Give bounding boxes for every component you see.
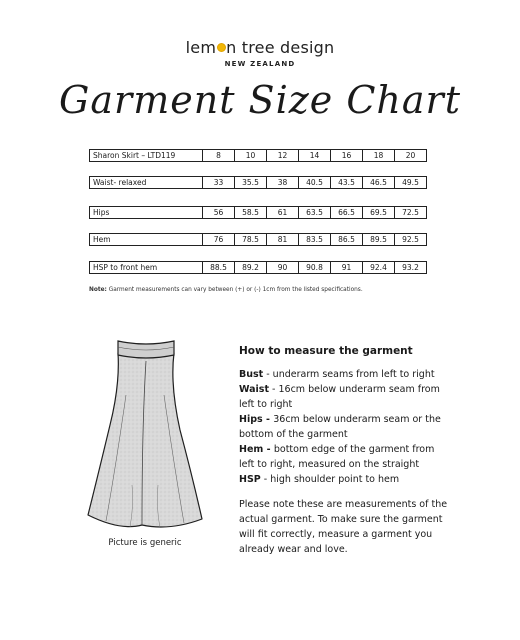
row-label: Hips	[90, 207, 203, 219]
row-label: Hem	[90, 234, 203, 246]
cell-value: 35.5	[235, 177, 267, 189]
table-row	[90, 262, 427, 274]
note-label: Note:	[89, 287, 107, 293]
hsp-table	[89, 261, 427, 274]
page-title: Garment Size Chart	[59, 78, 461, 122]
cell-value: 56	[203, 207, 235, 219]
cell-value: 83.5	[299, 234, 331, 246]
cell-value: 93.2	[395, 262, 427, 274]
measure-desc: 36cm below underarm seam or the bottom of the garment	[239, 414, 441, 440]
cell-value: 72.5	[395, 207, 427, 219]
list-item	[239, 367, 449, 382]
cell-value: 81	[267, 234, 299, 246]
cell-value: 33	[203, 177, 235, 189]
table-row	[90, 234, 427, 246]
brand-name: lem n tree design	[185, 38, 335, 57]
list-item	[239, 442, 449, 472]
row-label: Waist- relaxed	[90, 177, 203, 189]
cell-value: 61	[267, 207, 299, 219]
cell-value: 38	[267, 177, 299, 189]
how-to-measure-section	[239, 345, 449, 557]
illustration-caption: Picture is generic	[108, 538, 182, 548]
cell-value: 66.5	[331, 207, 363, 219]
list-item	[239, 472, 449, 487]
size-header: 18	[363, 150, 395, 162]
cell-value: 90.8	[299, 262, 331, 274]
skirt-illustration	[80, 335, 210, 540]
cell-value: 43.5	[331, 177, 363, 189]
measure-term: Bust	[239, 369, 264, 380]
row-label: HSP to front hem	[90, 262, 203, 274]
list-item	[239, 412, 449, 442]
measurement-note	[89, 287, 449, 293]
size-header: 10	[235, 150, 267, 162]
cell-value: 90	[267, 262, 299, 274]
table-row	[90, 150, 427, 162]
cell-value: 88.5	[203, 262, 235, 274]
size-header: 20	[395, 150, 427, 162]
cell-value: 58.5	[235, 207, 267, 219]
list-item	[239, 382, 449, 412]
measure-term: HSP	[239, 474, 261, 485]
brand-header	[0, 38, 520, 68]
cell-value: 91	[331, 262, 363, 274]
size-header: 14	[299, 150, 331, 162]
cell-value: 76	[203, 234, 235, 246]
cell-value: 92.4	[363, 262, 395, 274]
cell-value: 40.5	[299, 177, 331, 189]
cell-value: 78.5	[235, 234, 267, 246]
size-header: 12	[267, 150, 299, 162]
measure-term: Hem -	[239, 444, 274, 455]
cell-value: 92.5	[395, 234, 427, 246]
size-header: 16	[331, 150, 363, 162]
section-title: How to measure the garment	[239, 345, 413, 357]
table-row	[90, 207, 427, 219]
cell-value: 89.2	[235, 262, 267, 274]
measure-desc: - 16cm below underarm seam from left to right	[239, 384, 440, 410]
cell-value: 86.5	[331, 234, 363, 246]
cell-value: 63.5	[299, 207, 331, 219]
size-header-table	[89, 149, 427, 162]
measure-desc: - high shoulder point to hem	[260, 474, 400, 485]
measure-term: Waist	[239, 384, 270, 395]
brand-subtitle: NEW ZEALAND	[224, 60, 296, 68]
size-header: 8	[203, 150, 235, 162]
lemon-dot-icon	[217, 43, 226, 52]
fit-advice-paragraph: Please note these are measurements of the actual garment. To make sure the garment will fit correctly, measure a garment you already wear and love.	[239, 499, 448, 555]
waist-table	[89, 176, 427, 189]
table-row	[90, 177, 427, 189]
cell-value: 49.5	[395, 177, 427, 189]
cell-value: 46.5	[363, 177, 395, 189]
measure-desc: - underarm seams from left to right	[263, 369, 435, 380]
measure-desc: bottom edge of the garment from left to right, measured on the straight	[239, 444, 435, 470]
hips-table	[89, 206, 427, 219]
note-text: Garment measurements can vary between (+) or (-) 1cm from the listed specifications.	[106, 287, 363, 293]
cell-value: 69.5	[363, 207, 395, 219]
cell-value: 89.5	[363, 234, 395, 246]
hem-table	[89, 233, 427, 246]
measure-term: Hips -	[239, 414, 274, 425]
product-label: Sharon Skirt – LTD119	[90, 150, 203, 162]
